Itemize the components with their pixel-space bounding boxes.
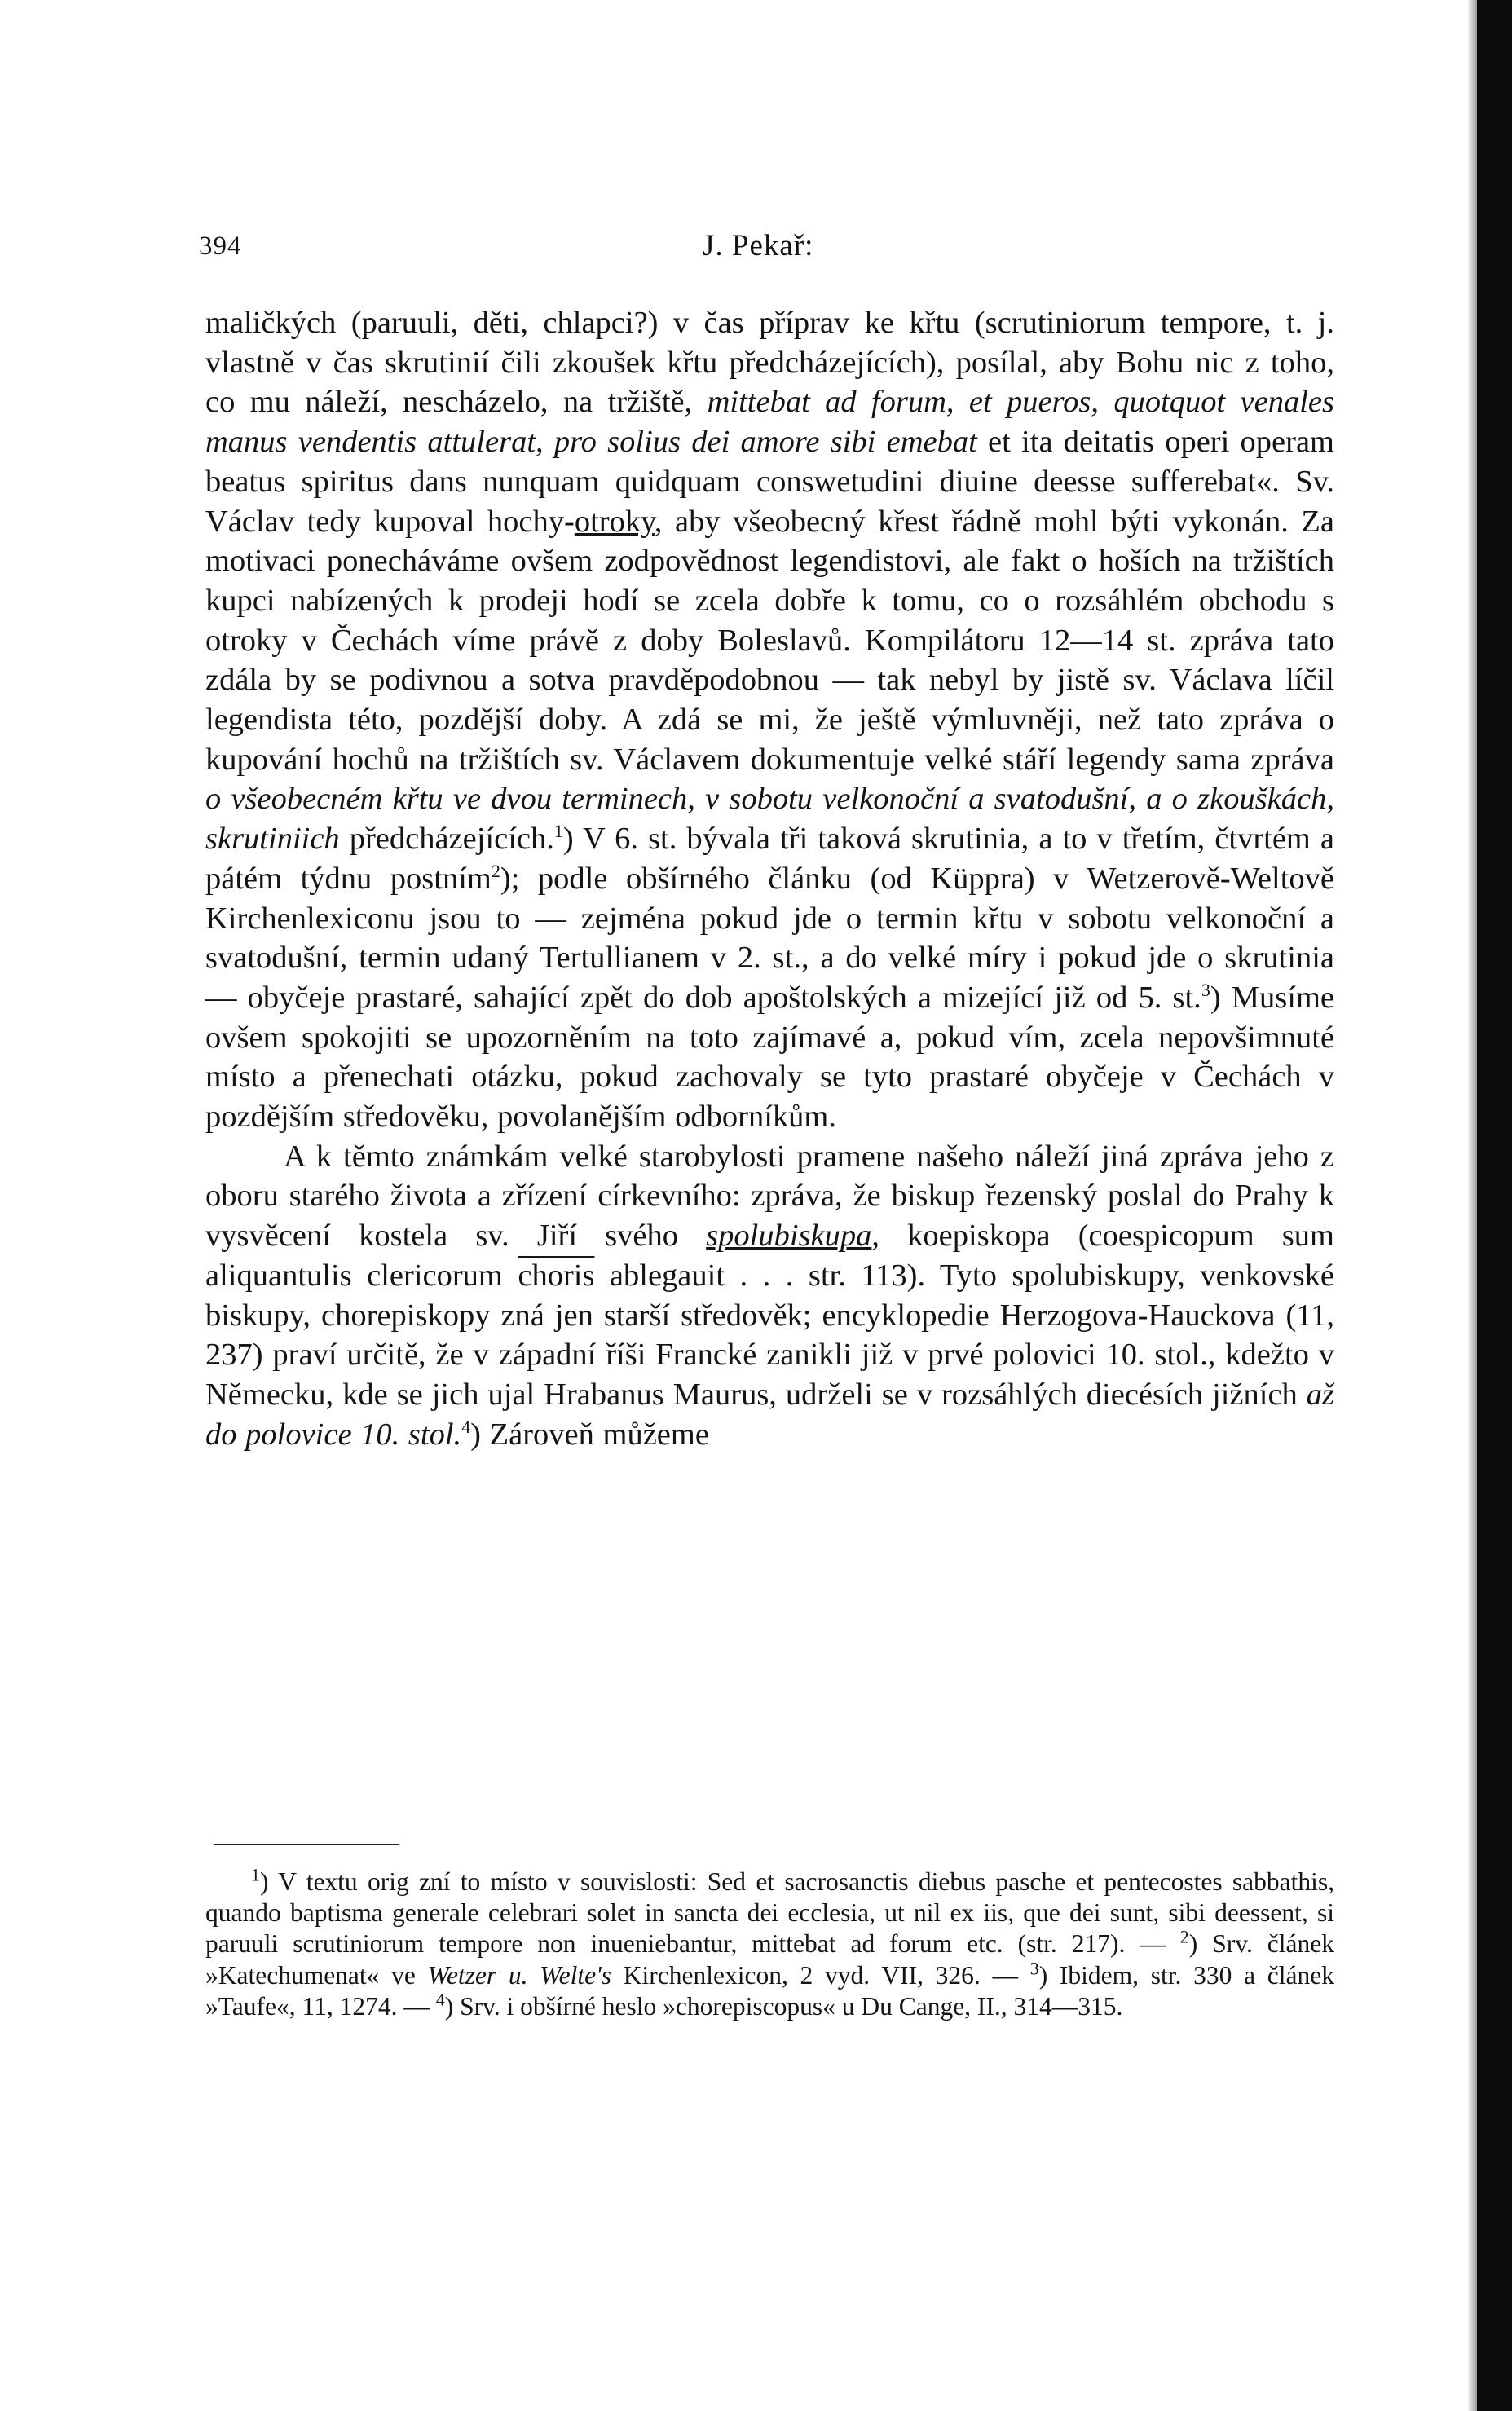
page-header	[199, 220, 1340, 269]
text-run: A k těmto známkám velké starobylosti pramene našeho náleží jiná zpráva jeho z oboru starého života a zřízení církevního: zpráva, že biskup řezenský poslal do Prahy k vysvěcení kostela sv. Jiří svého	[205, 1139, 1334, 1254]
footnote-text-2: ) Srv. článek »Katechumenat« ve	[205, 1929, 1334, 1990]
footnote-separator	[214, 1844, 399, 1845]
text-run: ) Musíme ovšem spokojiti se upozorněním na toto zajímavé a, pokud vím, zcela nepovšimnuté místo a přenechati otázku, pokud zachovaly se tyto prastaré obyčeje v Čechách v pozdějším středověku, povolanějším odborníkům.	[205, 980, 1334, 1135]
footnote-text-2b: Kirchenlexicon, 2 vyd. VII, 326. —	[611, 1960, 1030, 1990]
emphasis-phrase: až do polovice 10. stol.	[205, 1377, 1334, 1452]
text-run: ); podle obšírného článku (od Küppra) v Wetzerově-Weltově Kirchenlexiconu jsou to — zejména pokud jde o termin křtu v sobotu velkonoční a svatodušní, termin udaný Tertullianem v 2. st., a do velké míry i pokud jde o skrutinia — obyčeje prastaré, sahající zpět do dob apoštolských a mizející již od 5. st.	[205, 861, 1334, 1015]
scan-edge-shadow	[1467, 0, 1477, 2411]
paragraph-1	[205, 303, 1334, 1137]
text-run: ) Zároveň můžeme	[470, 1417, 709, 1452]
text-run: předcházejících.	[339, 822, 554, 857]
footnote-text-4: ) Srv. i obšírné heslo »chorepiscopus« u Du Cange, II., 314—315.	[444, 1991, 1123, 2021]
footnote-marker-2: 2	[1179, 1926, 1189, 1947]
paragraph-2	[205, 1137, 1334, 1455]
scan-frame-border	[1477, 0, 1512, 2411]
underlined-word: otroky	[574, 504, 655, 539]
text-run: , aby všeobecný křest řádně mohl býti vykonán. Za motivaci ponecháváme ovšem zodpovědnost legendistovi, ale fakt o hoších na tržištích kupci nabízených k prodeji hodí se zcela dobře k tomu, co o rozsáhlém obchodu s otroky v Čechách víme právě z doby Boleslavů. Kompilátoru 12—14 st. zpráva tato zdála by se podivnou a sotva pravděpodobnou — tak nebyl by jistě sv. Václava líčil legendista této, pozdější doby. A zdá se mi, že ještě výmluvněji, než tato zpráva o kupování hochů na tržištích sv. Václavem dokumentuje velké stáří legendy sama zpráva	[205, 504, 1334, 777]
text-run: , koepiskopa (coespicopum sum aliquantulis clericorum	[205, 1219, 1334, 1293]
footnotes	[205, 1864, 1334, 2022]
running-head: J. Pekař:	[703, 229, 814, 262]
emphasis-phrase: o všeobecném křtu ve dvou terminech, v sobotu velkonoční a svatodušní, a o zkouškách, skrutiniich	[205, 782, 1334, 857]
emphasis-underlined-word: spolubiskupa	[706, 1219, 872, 1254]
text-run: ) V 6. st. bývala tři taková skrutinia, a to v třetím, čtvrtém a pátém týdnu postním	[205, 822, 1334, 896]
footnote-ref-2[interactable]: 2	[491, 861, 500, 882]
footnote-marker-1: 1	[251, 1864, 260, 1885]
footnote-ref-3[interactable]: 3	[1201, 980, 1210, 1001]
footnote-emphasis: Wetzer u. Welte's	[427, 1960, 612, 1990]
latin-quote: mittebat ad forum, et pueros, quotquot venales manus vendentis attulerat, pro solius dei amore sibi emebat	[205, 385, 1334, 460]
text-run: maličkých (paruuli, děti, chlapci?) v čas příprav ke křtu (scrutiniorum tempore, t. j. vlastně v čas skrutinií čili zkoušek křtu předcházejících), posílal, aby Bohu nic z toho, co mu náleží, nescházelo, na tržiště,	[205, 306, 1334, 420]
footnote-ref-4[interactable]: 4	[461, 1416, 471, 1437]
footnote-text-1: ) V textu orig zní to místo v souvislosti: Sed et sacrosanctis diebus pasche et pentecostes sabbathis, quando baptisma generale celebrari solet in sancta dei ecclesia, ut nil ex iis, que dei sunt, sibi deessent, si paruuli scrutiniorum tempore non inueniebantur, mittebat ad forum etc. (str. 217). —	[205, 1867, 1334, 1959]
text-run: et ita deitatis operi operam beatus spiritus dans nunquam quidquam conswetudini diuine deesse sufferebat«. Sv. Václav tedy kupoval hochy-	[205, 425, 1334, 539]
body-text	[205, 303, 1334, 1454]
footnote-text-3: ) Ibidem, str. 330 a článek »Taufe«, 11, 1274. —	[205, 1960, 1334, 2021]
footnote-marker-3: 3	[1029, 1958, 1039, 1979]
overlined-word: choris	[518, 1258, 595, 1293]
footnote-ref-1[interactable]: 1	[553, 821, 563, 842]
page-number: 394	[199, 231, 242, 261]
text-run: ablegauit . . . str. 113). Tyto spolubiskupy, venkovské biskupy, chorepiskopy zná jen starší středověk; encyklopedie Herzogova-Hauckova (11, 237) praví určitě, že v západní říši Francké zanikli již v prvé polovici 10. stol., kdežto v Německu, kde se jich ujal Hrabanus Maurus, udrželi se v rozsáhlých diecésích jižních	[205, 1258, 1334, 1412]
footnote-block	[205, 1864, 1334, 2022]
footnote-marker-4: 4	[435, 1989, 445, 2010]
